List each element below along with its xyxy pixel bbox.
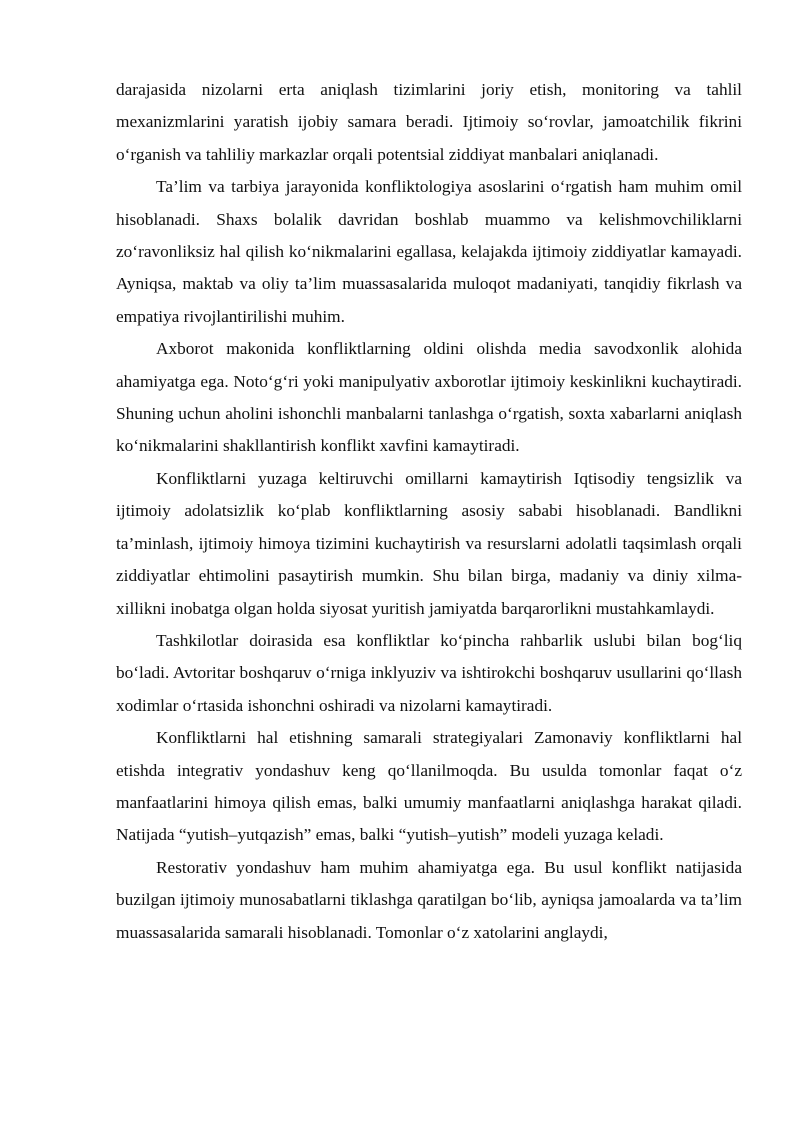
paragraph-reducing-factors: Konfliktlarni yuzaga keltiruvchi omillarni kamaytirish Iqtisodiy tengsizlik va ijtimoiy adolatsizlik ko‘plab konfliktlarning asosiy sababi hisoblanadi. Bandlikni ta’minlash, ijtimoiy himoya tizimini kuchaytirish va resurslarni adolatli taqsimlash orqali ziddiyatlar ehtimolini pasaytirish mumkin. Shu bilan birga, madaniy va diniy xilma-xillikni inobatga olgan holda siyosat yuritish jamiyatda barqarorlikni mustahkamlaydi. — [116, 468, 742, 618]
paragraph-organizations: Tashkilotlar doirasida esa konfliktlar ko‘pincha rahbarlik uslubi bilan bog‘liq bo‘ladi. Avtoritar boshqaruv o‘rniga inklyuziv va ishtirokchi boshqaruv usullarini qo‘llash xodimlar o‘rtasida ishonchni oshiradi va nizolarni kamaytiradi. — [116, 630, 742, 715]
paragraph-media-literacy: Axborot makonida konfliktlarning oldini olishda media savodxonlik alohida ahamiyatga ega. Noto‘g‘ri yoki manipulyativ axborotlar ijtimoiy keskinlikni kuchaytiradi. Shuning uchun aholini ishonchli manbalarni tanlashga o‘rgatish, soxta xabarlarni aniqlash ko‘nikmalarini shakllantirish konflikt xavfini kamaytiradi. — [116, 339, 742, 456]
body-text — [116, 74, 742, 949]
paragraph-strategies: Konfliktlarni hal etishning samarali strategiyalari Zamonaviy konfliktlarni hal etishda integrativ yondashuv keng qo‘llanilmoqda. Bu usulda tomonlar faqat o‘z manfaatlarini himoya qilish emas, balki umumiy manfaatlarni aniqlashga harakat qiladi. Natijada “yutish–yutqazish” emas, balki “yutish–yutish” modeli yuzaga keladi. — [116, 728, 742, 845]
paragraph-continuation: darajasida nizolarni erta aniqlash tizimlarini joriy etish, monitoring va tahlil mexanizmlarini yaratish ijobiy samara beradi. Ijtimoiy so‘rovlar, jamoatchilik fikrini o‘rganish va tahliliy markazlar orqali potentsial ziddiyat manbalari aniqlanadi. — [116, 80, 742, 164]
paragraph-education: Ta’lim va tarbiya jarayonida konfliktologiya asoslarini o‘rgatish ham muhim omil hisoblanadi. Shaxs bolalik davridan boshlab muammo va kelishmovchiliklarni zo‘ravonliksiz hal qilish ko‘nikmalarini egallasa, kelajakda ijtimoiy ziddiyatlar kamayadi. Ayniqsa, maktab va oliy ta’lim muassasalarida muloqot madaniyati, tanqidiy fikrlash va empatiya rivojlantirilishi muhim. — [116, 177, 742, 326]
paragraph-restorative: Restorativ yondashuv ham muhim ahamiyatga ega. Bu usul konflikt natijasida buzilgan ijtimoiy munosabatlarni tiklashga qaratilgan bo‘lib, ayniqsa jamoalarda va ta’lim muassasalarida samarali hisoblanadi. Tomonlar o‘z xatolarini anglaydi, — [116, 857, 742, 942]
